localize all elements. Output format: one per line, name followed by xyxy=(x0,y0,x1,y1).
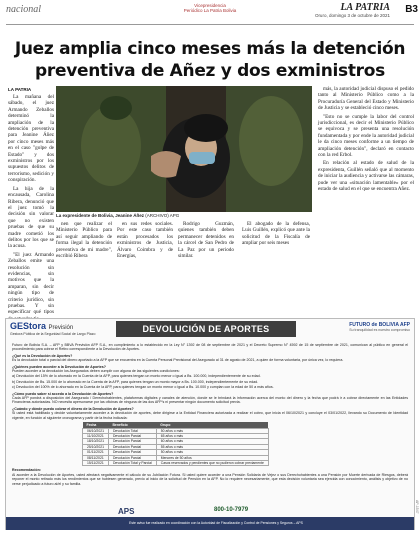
gestora-logo: GEStora Previsión xyxy=(10,321,74,331)
table-row: 18/10/2021 Devolución Parcial 60 años o más xyxy=(83,439,269,444)
section-label: nacional xyxy=(6,4,41,15)
article-headline: Juez amplia cinco meses más la detención preventiva de Añez y dos exministros xyxy=(14,39,406,81)
table-row: 25/10/2021 Devolución Parcial 55 años o más xyxy=(83,444,269,449)
byline: LA PATRIA xyxy=(8,87,32,92)
advertisement xyxy=(5,318,415,530)
photo-caption: La expresidente de Bolivia, Jeanine Áñez (ARCHIVO) APG xyxy=(56,213,180,218)
article-photo xyxy=(56,86,312,212)
ad-footer-text: Este aviso fue realizado en coordinación con la Autoridad de Fiscalización y Control de Pensiones y Seguros – APS xyxy=(129,521,303,525)
issue-date: Oruro, domingo 3 de octubre de 2021 xyxy=(314,13,390,18)
page-number: B3 xyxy=(405,4,418,15)
side-label: AP-1547 xyxy=(415,500,419,514)
table-row: 15/11/2021 Devolución Total y Parcial Casos reservados y pendientes que no pudieron cobrar previamente xyxy=(83,460,269,465)
header-center-note: Vicepresidencia Periódico La Patria Bolivia xyxy=(183,3,237,13)
ad-banner: DEVOLUCIÓN DE APORTES xyxy=(116,321,296,337)
article-column-2: nen que realizar el Ministerio Público para así seguir ampliando de forma ilegal la detención preventiva de mi madre", escribió Ribera xyxy=(56,221,112,260)
aps-logo: APS xyxy=(118,507,135,516)
article-column-3: en sus redes sociales. Por este caso también están procesados los exministros de Justicia, Álvaro Coimbra y de Energías, xyxy=(117,221,173,260)
gestora-subtitle: Gestora Pública de la Seguridad Social de Largo Plazo xyxy=(10,332,96,336)
masthead xyxy=(315,2,390,18)
article-column-5: El abogado de la defensa, Luis Guillén, explicó que ante la solicitud de la Fiscalía de ampliar por seis meses xyxy=(242,221,310,247)
paper-name: LA PATRIA xyxy=(340,2,390,13)
ad-header xyxy=(6,319,414,339)
photo-illustration xyxy=(56,86,312,212)
article-column-4: Rodrigo Guzmán, quienes también deben permanecer detenidos en la cárcel de San Pedro de La Paz por un periodo similar. xyxy=(178,221,234,260)
futuro-logo: FUTURO de BOLIVIA AFP Su tranquilidad es nuestro compromiso xyxy=(349,322,410,332)
table-row: 06/10/2021 Devolución Total 50 años o más xyxy=(83,428,269,433)
article-column-right: más, la autoridad judicial dispuso el pedido tanto al Ministerio Público como a la Procuraduría General del Estado y Ministerio de Justicia y se estableció cinco meses. "Esto no se cumple la labor del control jurisdiccional, es decir el Ministerio Público se equivoca y se presenta una resolución fundamentada y por ende la autoridad judicial le da cinco meses conforme a un tiempo de ampliación detención", declaró en contacto con la red Erbol. En relación al estado de salud de la expresidenta, Guillén señaló que al momento de iniciar la audiencia y activarse las cámaras, pude ver una «situación lamentable» por el estado de salud en el que se encuentra Añez. xyxy=(318,86,414,193)
phone-number: 800-10-7979 xyxy=(214,507,249,513)
table-row: 11/10/2021 Devolución Parcial 65 años o más xyxy=(83,433,269,438)
table-row: 08/11/2021 Devolución Parcial Menores de 50 años xyxy=(83,455,269,460)
header-rule xyxy=(6,24,414,25)
article-column-1: La mañana del sábado, el juez Armando Zeballos determinó la ampliación de la detención preventiva para Jeanine Áñez por cinco meses más en el caso "golpe de Estado" y dos exministros por los supuestos delitos de terrorismo, sedición y conspiración. La hija de la encausada, Carolina Ribera, denunció que el juez tomó la decisión sin valorar que no existen pruebas de que su madre cometió los delitos por los que se la acusa. "El juez Armando Zeballos emite una resolución sin evidencias, sin motivos que la amparan, sin decir ningún tipo de criterio jurídico, sin pruebas. Y sin especificar qué tipos xyxy=(8,94,54,316)
ad-body: Futuro de Bolivia S.A. – AFP y BBVA Previsión AFP S.A., en cumplimiento a lo establecido en la Ley N° 1392 de 08 de septiembre de 2021 y el Decreto Supremo N° 4592 de 15 de septiembre de 2021, comunican al público en general el procedimiento para cobrar el Retiro correspondiente a la Devolución de Aportes. ¿Qué es la Devolución de Aportes? Es la devolución total o parcial del dinero aportado a la AFP que se encuentra en la Cuenta Personal Previsional del Asegurado al 31 de agosto de 2021, a quien de forma voluntaria, por única vez, lo requiera. ¿Quiénes pueden acceder a la Devolución de Aportes? Pueden acceder a la devolución los Asegurados deben cumplir con alguna de las siguientes condiciones: a) Devolución del 15% de lo ahorrado en la Cuenta de la AFP, para quienes tengan un monto menor o igual a Bs. 100.000, independientemente de su edad. b) Devolución de Bs. 15.000 de lo ahorrado en la Cuenta de la AFP, para quienes tengan un monto mayor a Bs. 100.000, independientemente de su edad. c) Devolución del 100% de lo ahorrado en la Cuenta de la AFP, para quienes tengan un monto menor o igual a Bs. 10.000 y cumplan con la edad de 50 a más años. ¿Cómo puedo saber si accedo a la Devolución de Aportes? Cada AFP pondrá a disposición del Asegurado / Derechohabientes, plataformas digitales y canales de atención, donde se le brindará la información acerca del monto del dinero y la fecha que podrá ir a cobrar directamente en las Entidades Financieras autorizadas. NO necesita apersonarse por las oficinas de ninguna de las dos AFP's ni presentar ningún documento solicitud previa. ¿Cuándo y dónde puedo cobrar el dinero de la Devolución de Aportes? Si usted está habilitado y decide voluntariamente acceder a la devolución de aportes, debe dirigirse a la Entidad Financiera autorizada a realizar el cobro, que inicia el 06/10/2021 y concluye el 03/01/2022, llevando su Documento de Identidad vigente, en función al siguiente cronograma y partir de la fecha indicada: Fecha Beneficio Grupo 06/10/2021 Devolución Total 50 años o más 11/10/2021 Devolución Parcial 65 años o más 18/10/2021 Devolución Parcial 60 años o más 25/10/2021 Devolución Parcial 55 años o más 01/11/2021 Devolución Parcial 50 años o más 08/11/2021 Devolución Parcial Menores de 50 años 15/11/2021 Devolución Total y Parcial Casos reservados y pendientes que no pudieron cobrar previamente Recomendación: Al acceder a la Devolución de Aportes, usted afectará negativamente el cálculo de su Jubilación Futura. Si usted quiere acceder a una Pensión Solidaria de Vejez o sus Derechohabientes a una Pensión por Muerte derivada de Riesgos, deberá reponer el monto retirado más los rendimientos que se hubiesen generado, previo al inicio de la solicitud de Pensión en la AFP. No lo requiere necesariamente, que esta decisión voluntaria sea ejercida con conocimiento, análisis y objetivo de no verse perjudicado a futuro al/el y su familia. xyxy=(12,343,408,486)
table-row: 01/11/2021 Devolución Parcial 50 años o más xyxy=(83,450,269,455)
schedule-table: Fecha Beneficio Grupo 06/10/2021 Devolución Total 50 años o más 11/10/2021 Devolución Parcial 65 años o más 18/10/2021 Devolución Parcial 60 años o más 25/10/2021 Devolución Parcial 55 años o más 01/11/2021 Devolución Parcial 50 años o más 08/11/2021 Devolución Parcial Menores de 50 años 15/11/2021 Devolución Total y Parcial Casos reservados y pendientes que no pudieron cobrar previamente xyxy=(82,422,269,466)
